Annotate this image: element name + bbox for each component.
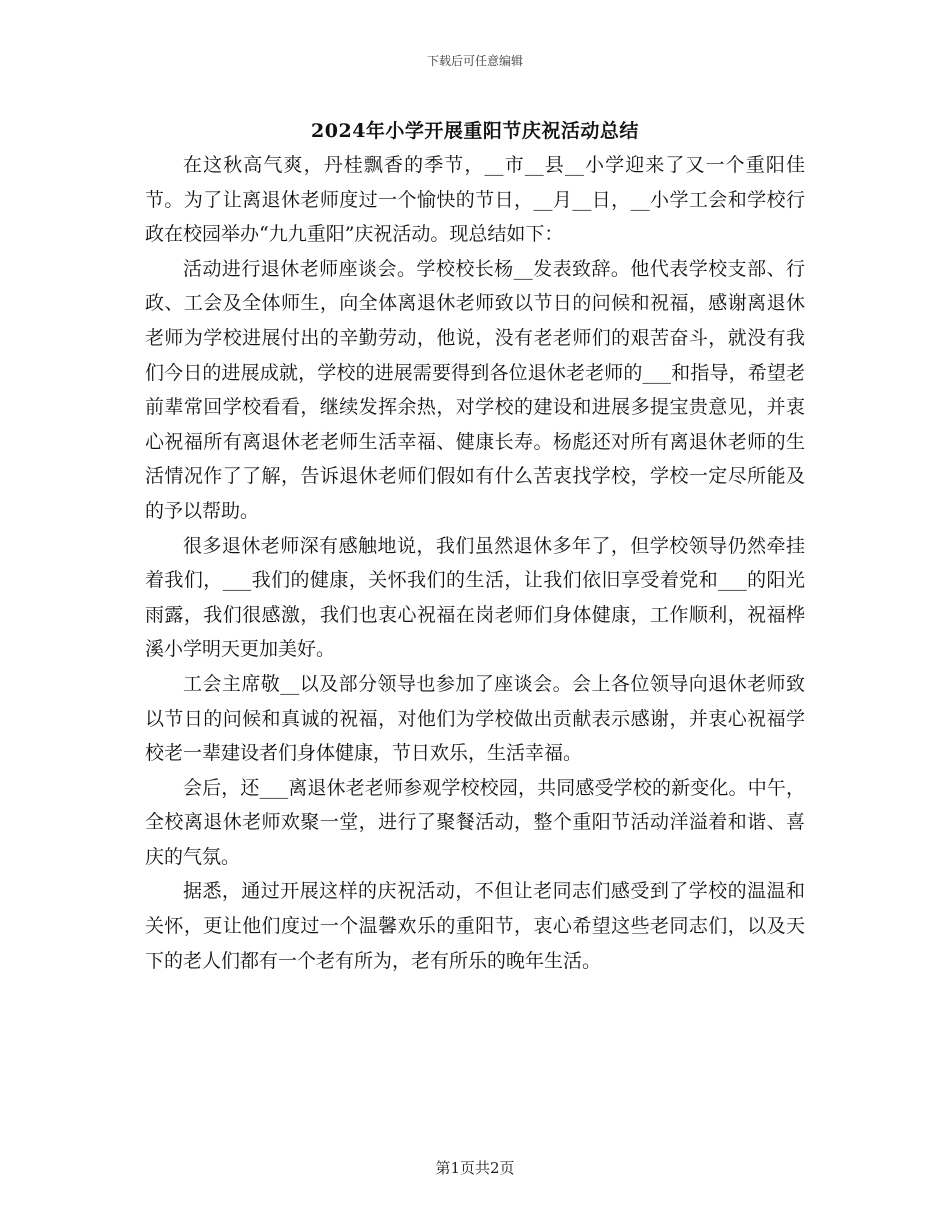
paragraph-campus-visit: 会后，还___离退休老老师参观学校校园，共同感受学校的新变化。中午，全校离退休老师欢聚一堂，进行了聚餐活动，整个重阳节活动洋溢着和谐、喜庆的气氛。 — [145, 776, 805, 868]
paragraph-symposium: 活动进行退休老师座谈会。学校校长杨__发表致辞。他代表学校支部、行政、工会及全体师生，向全体离退休老师致以节日的问候和祝福，感谢离退休老师为学校进展付出的辛勤劳动，他说，没有老老师们的艰苦奋斗，就没有我们今日的进展成就，学校的进展需要得到各位退休老老师的___和指导，希望老前辈常回学校看看，继续发挥余热，对学校的建设和进展多提宝贵意见，并衷心祝福所有离退休老老师生活幸福、健康长寿。杨彪还对所有离退休老师的生活情况作了了解，告诉退休老师们假如有什么苦衷找学校，学校一定尽所能及的予以帮助。 — [145, 257, 805, 522]
page-header-note: 下载后可任意编辑 — [426, 54, 523, 68]
page-number: 第1页共2页 — [435, 1159, 515, 1177]
paragraph-retiree-response: 很多退休老师深有感触地说，我们虽然退休多年了，但学校领导仍然牵挂着我们，___我们的健康，关怀我们的生活，让我们依旧享受着党和___的阳光雨露，我们很感激，我们也衷心祝福在岗老师们身体健康，工作顺利，祝福桦溪小学明天更加美好。 — [145, 534, 805, 661]
paragraph-conclusion: 据悉，通过开展这样的庆祝活动，不但让老同志们感受到了学校的温温和关怀，更让他们度过一个温馨欢乐的重阳节，衷心希望这些老同志们，以及天下的老人们都有一个老有所为，老有所乐的晚年生活。 — [145, 880, 805, 972]
paragraph-intro: 在这秋高气爽，丹桂飘香的季节，__市__县__小学迎来了又一个重阳佳节。为了让离退休老师度过一个愉快的节日，__月__日，__小学工会和学校行政在校园举办“九九重阳”庆祝活动。现总结如下： — [145, 154, 805, 246]
paragraph-union-chair: 工会主席敬__以及部分领导也参加了座谈会。会上各位领导向退休老师致以节日的问候和真诚的祝福，对他们为学校做出贡献表示感谢，并衷心祝福学校老一辈建设者们身体健康，节日欢乐，生活幸福。 — [145, 672, 805, 765]
document-title: 2024年小学开展重阳节庆祝活动总结 — [311, 120, 639, 142]
document-body — [145, 148, 805, 978]
